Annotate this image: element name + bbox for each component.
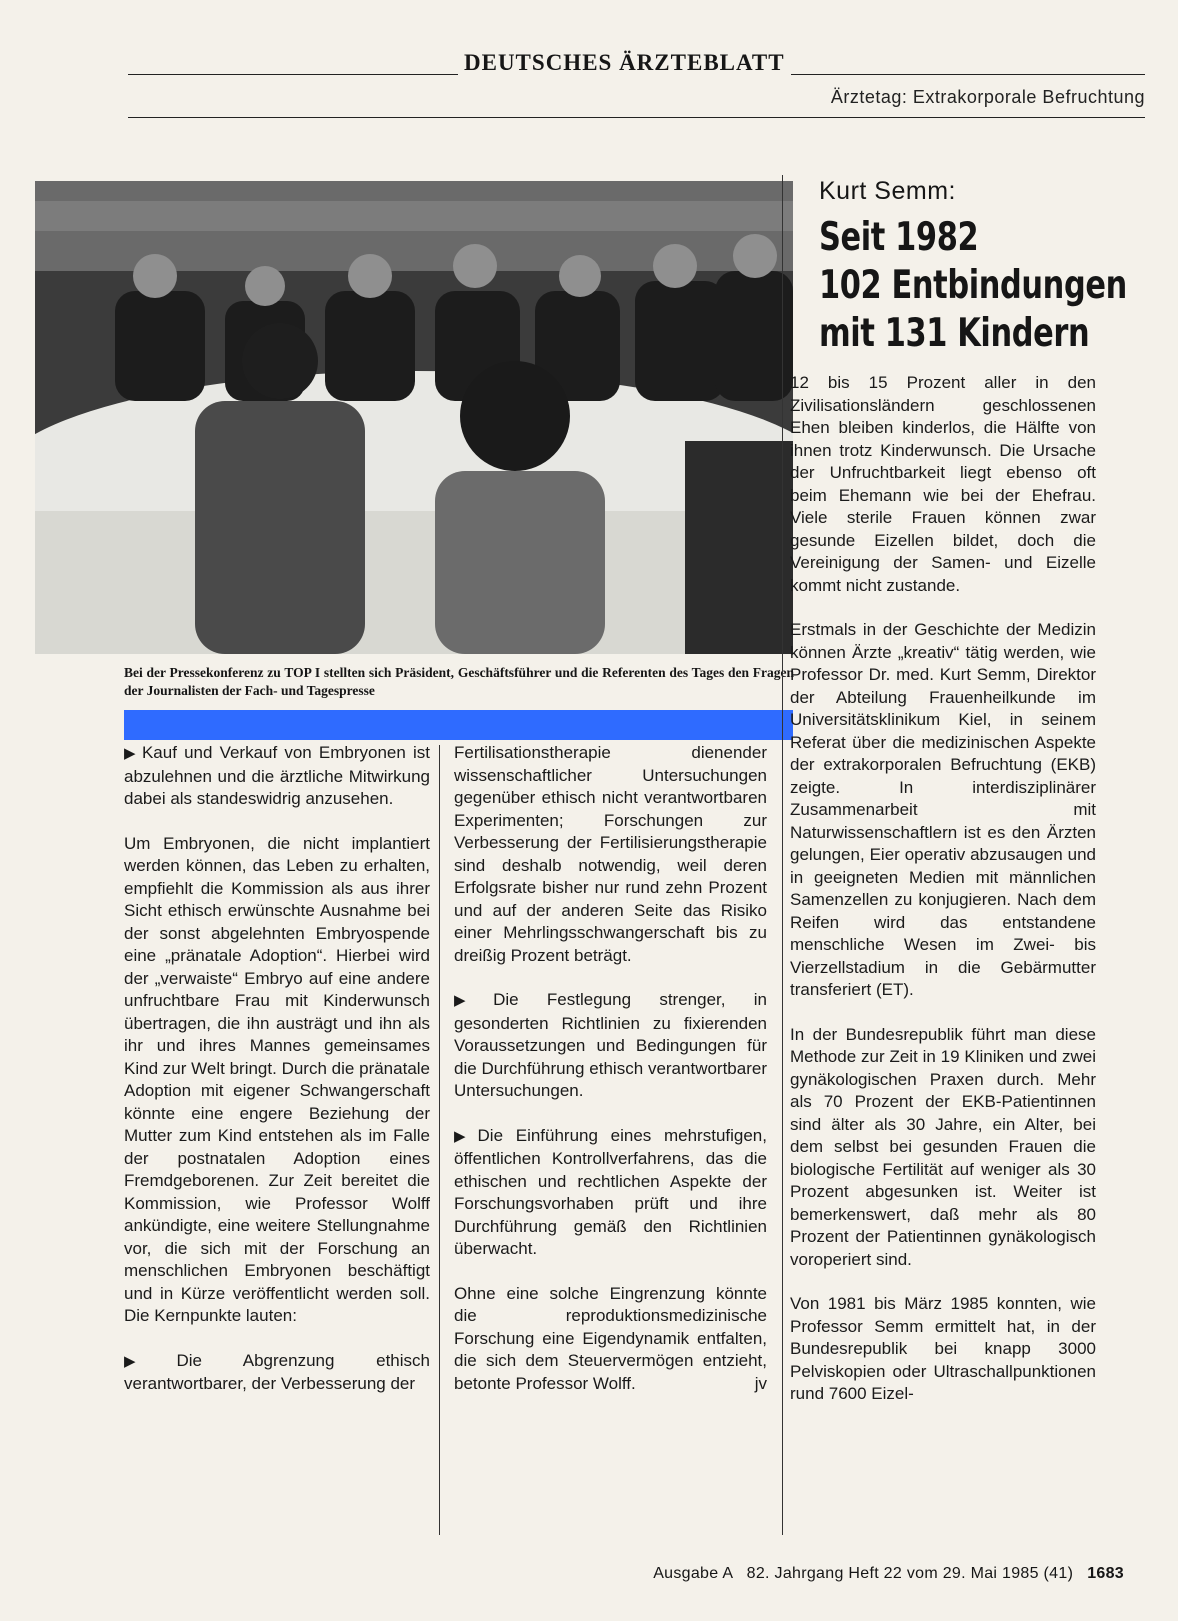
headline-line: Seit 1982 (819, 215, 979, 260)
author-signature: jv (754, 1373, 767, 1393)
paragraph (454, 1125, 767, 1261)
paragraph (124, 1350, 430, 1396)
press-conference-photo (35, 181, 793, 654)
column-1 (124, 742, 430, 1418)
page-number: 1683 (1087, 1565, 1124, 1582)
paragraph: Um Embryonen, die nicht implantiert werden können, das Leben zu erhalten, empfiehlt die Kommission als aus ihrer Sicht ethisch erwünschte Ausnahme bei der sonst abgelehnten Embryospende eine „pränatale Adoption“. Hierbei wird der „verwaiste“ Embryo auf eine andere unfruchtbare Frau mit Kinderwunsch übertragen, die ihn austrägt und ihn als ihr und ihres Mannes gemeinsames Kind zur Welt bringt. Durch die pränatale Adoption mit eigener Schwangerschaft könnte eine engere Beziehung der Mutter zum Kind entstehen als im Falle der postnatalen Adoption eines Fremdgeborenen. Zur Zeit bereitet die Kommission, wie Professor Wolff ankündigte, eine weitere Stellungnahme vor, die sich mit der Forschung an menschlichen Embryonen beschäftigt und in Kürze veröffentlicht werden soll. Die Kernpunkte lauten: (124, 833, 430, 1325)
photo-illustration (35, 181, 793, 654)
paragraph-text: Die Abgrenzung ethisch verantwortbarer, der Verbesserung der (124, 1350, 430, 1393)
paragraph: 12 bis 15 Prozent aller in den Zivilisationsländern geschlossenen Ehen bleiben kinderlos, die Hälfte von ihnen trotz Kinderwunsch. Die Ursache der Unfruchtbarkeit liegt ebenso oft beim Ehemann wie bei der Ehefrau. Viele sterile Frauen können zwar gesunde Eizellen bildet, doch die Vereinigung der Samen- und Eizelle kommt nicht zustande. (790, 373, 1096, 595)
paragraph: Von 1981 bis März 1985 konnten, wie Professor Semm ermittelt hat, in der Bundesrepublik bei knapp 3000 Pelviskopien oder Ultraschallpunktionen rund 7600 Eizel- (790, 1294, 1096, 1403)
paragraph (454, 989, 767, 1103)
paragraph: In der Bundesrepublik führt man diese Methode zur Zeit in 19 Kliniken und zwei gynäkologischen Praxen durch. Mehr als 70 Prozent der EKB-Patientinnen sind älter als 30 Jahre, ein Alter, bei dem selbst bei gesunden Frauen die biologische Fertilität auf weniger als 30 Prozent abgesunken ist. Weiter ist bemerkenswert, daß mehr als 80 Prozent der Patientinnen gynäkologisch voroperiert sind. (790, 1024, 1096, 1269)
page-footer (653, 1565, 1124, 1583)
paragraph-text: Kauf und Verkauf von Embryonen ist abzulehnen und die ärztliche Mitwirkung dabei als standeswidrig anzusehen. (124, 743, 430, 808)
header-divider (128, 117, 1145, 118)
column-2 (454, 742, 767, 1417)
issue-info: Ausgabe A 82. Jahrgang Heft 22 vom 29. Mai 1985 (41) (653, 1565, 1074, 1582)
paragraph: Fertilisationstherapie dienender wissenschaftlicher Untersuchungen gegenüber ethisch nicht verantwortbaren Experimenten; Forschungen zur Verbesserung der Fertilisierungstherapie sind deshalb notwendig, weil deren Erfolgsrate bisher nur rund zehn Prozent und auf der anderen Seite das Risiko einer Mehrlingsschwangerschaft bis zu dreißig Prozent beträgt. (454, 743, 767, 965)
sidebar-body (790, 372, 1096, 1428)
bullet-arrow-icon: ▶ (124, 745, 138, 762)
headline-line: 102 Entbindungen (819, 263, 1127, 308)
paragraph: Erstmals in der Geschichte der Medizin können Ärzte „kreativ“ tätig werden, wie Professor Dr. med. Kurt Semm, Direktor der Abteilung Frauenheilkunde im Universitätsklinikum Kiel, in seinem Referat über die medizinischen Aspekte der extrakorporalen Befruchtung (EKB) zeigte. In interdisziplinärer Zusammenarbeit mit Naturwissenschaftlern ist es den Ärzten gelungen, Eier operativ abzusaugen und in geeigneten Medien mit männlichen Samenzellen zu konjugieren. Nach dem Reifen wird das entstandene menschliche Wesen im Zwei- bis Vierzellstadium in die Gebärmutter transferiert (ET). (790, 620, 1096, 999)
highlight-bar (124, 710, 793, 740)
column-divider (439, 745, 440, 1535)
paragraph-text: Die Festlegung strenger, in gesonderten Richtlinien zu fixierenden Voraussetzungen und Bedingungen für die Durchführung ethisch verantwortbarer Untersuchungen. (454, 990, 767, 1100)
bullet-arrow-icon: ▶ (454, 1127, 474, 1145)
paragraph (124, 742, 430, 811)
masthead (128, 50, 1145, 76)
paragraph-text: Die Einführung eines mehrstufigen, öffentlichen Kontrollverfahrens, das die ethischen und rechtlichen Aspekte der Forschungsvorhaben prüft und ihre Durchführung gemäß den Richtlinien überwacht. (454, 1125, 767, 1258)
journal-title: DEUTSCHES ÄRZTEBLATT (458, 50, 791, 76)
paragraph (454, 1283, 767, 1396)
paragraph-text: Ohne eine solche Eingrenzung könnte die reproduktionsmedizinische Forschung eine Eigendynamik entfalten, die sich dem Steuervermögen entzieht, betonte Professor Wolff. (454, 1283, 767, 1393)
sidebar-kicker: Kurt Semm: (819, 177, 956, 205)
column-divider (782, 175, 783, 1535)
bullet-arrow-icon: ▶ (454, 992, 490, 1009)
section-label: Ärztetag: Extrakorporale Befruchtung (830, 87, 1145, 107)
sidebar-headline (819, 214, 1127, 358)
photo-caption: Bei der Pressekonferenz zu TOP I stellten sich Präsident, Geschäftsführer und die Referenten des Tages den Fragen der Journalisten der Fach- und Tagespresse (124, 665, 794, 698)
headline-line: mit 131 Kindern (819, 311, 1090, 356)
bullet-arrow-icon: ▶ (124, 1352, 173, 1370)
